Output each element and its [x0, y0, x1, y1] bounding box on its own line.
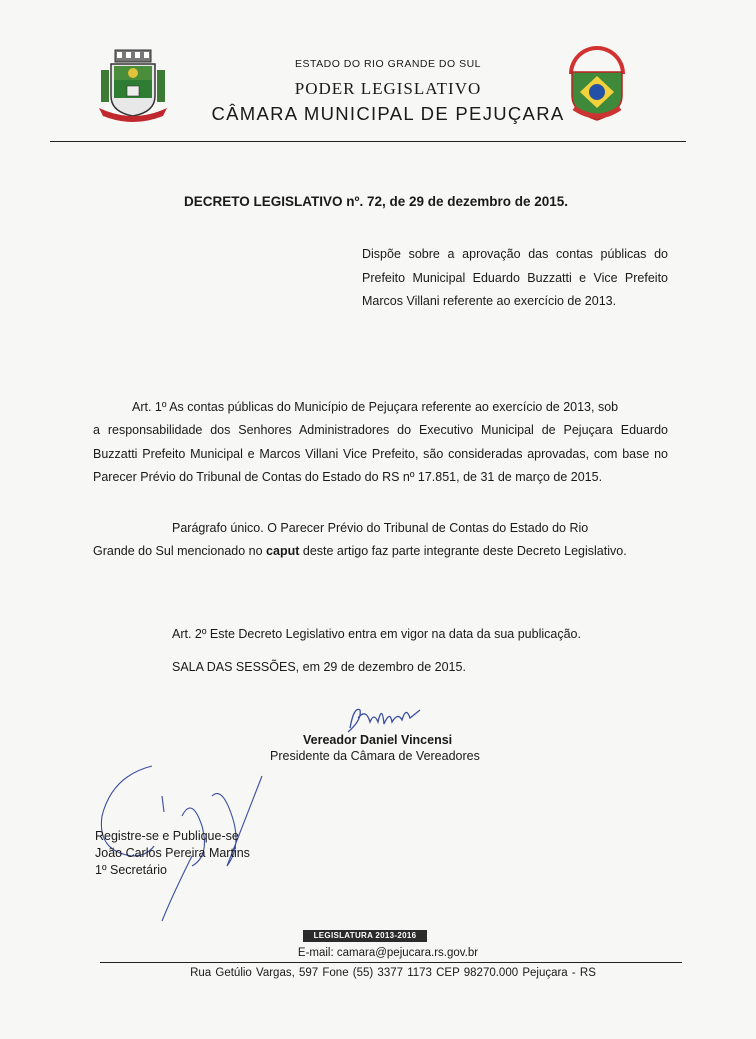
president-signature-icon — [340, 698, 440, 738]
president-name: Vereador Daniel Vincensi — [303, 733, 453, 747]
chamber-name: CÂMARA MUNICIPAL DE PEJUÇARA — [211, 103, 565, 124]
session-hall-date: SALA DAS SESSÕES, em 29 de dezembro de 2015. — [172, 660, 466, 674]
decree-title: DECRETO LEGISLATIVO nº. 72, de 29 de dezembro de 2015. — [184, 194, 569, 209]
secretary-name: João Carlos Pereira Martins — [95, 846, 250, 860]
sole-paragraph-body — [93, 540, 668, 564]
header-divider — [50, 141, 686, 142]
footer-divider — [100, 962, 682, 963]
footer-address: Rua Getúlio Vargas, 597 Fone (55) 3377 1173 CEP 98270.000 Pejuçara - RS — [190, 967, 596, 979]
article-2: Art. 2º Este Decreto Legislativo entra em vigor na data da sua publicação. — [172, 627, 581, 641]
secretary-register-line: Registre-se e Publique-se — [95, 829, 239, 843]
state-name: ESTADO DO RIO GRANDE DO SUL — [295, 58, 481, 70]
sole-paragraph-first-line: Parágrafo único. O Parecer Prévio do Tribunal de Contas do Estado do Rio — [172, 521, 589, 535]
sole-paragraph-text-after: deste artigo faz parte integrante deste Decreto Legislativo. — [302, 544, 627, 558]
secretary-role: 1º Secretário — [95, 863, 167, 877]
caput-term: caput — [266, 544, 300, 558]
article-1-first-line: Art. 1º As contas públicas do Município de Pejuçara referente ao exercício de 2013, sob — [132, 400, 619, 414]
footer-email: E-mail: camara@pejucara.rs.gov.br — [297, 947, 479, 959]
legislature-badge: LEGISLATURA 2013-2016 — [303, 930, 427, 942]
president-role: Presidente da Câmara de Vereadores — [270, 749, 480, 763]
article-1-body: a responsabilidade dos Senhores Administradores do Executivo Municipal de Pejuçara Eduardo Buzzatti Prefeito Municipal e Marcos Villani Vice Prefeito, são consideradas aprovadas, com base no Parecer Prévio do Tribunal de Contas do Estado do RS nº 17.851, de 31 de março de 2015. — [93, 423, 668, 484]
decree-ementa: Dispõe sobre a aprovação das contas públicas do Prefeito Municipal Eduardo Buzzatti e Vice Prefeito Marcos Villani referente ao exercício de 2013. — [362, 247, 668, 308]
sole-paragraph-text-before: Grande do Sul mencionado no — [93, 544, 263, 558]
legislative-power: PODER LEGISLATIVO — [294, 79, 482, 98]
